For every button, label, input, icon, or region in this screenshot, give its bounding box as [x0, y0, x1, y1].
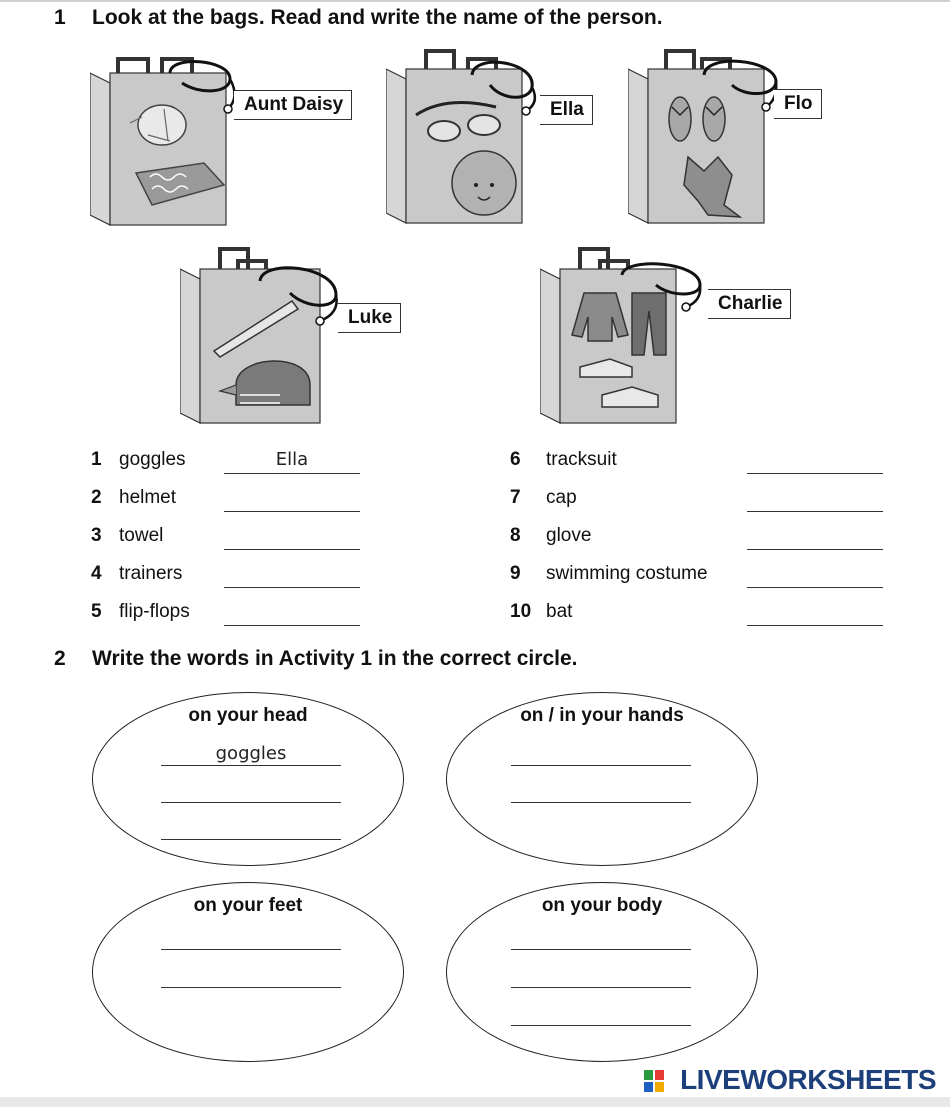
bag-ella — [386, 45, 616, 235]
shopping-bag-flipflops-costume-picture — [628, 45, 848, 230]
circle-title: on your feet — [193, 895, 303, 916]
answer-field[interactable]: Ella — [224, 449, 360, 474]
bag-flo — [628, 45, 848, 235]
bag-luke — [180, 245, 420, 435]
shopping-bag-glove-towel-picture — [90, 45, 380, 230]
answer-field[interactable] — [747, 563, 883, 588]
top-border — [0, 0, 950, 2]
answer-field[interactable] — [161, 817, 341, 840]
circle-title: on your head — [188, 705, 308, 726]
item-number: 10 — [510, 601, 532, 622]
answer-field[interactable] — [511, 780, 691, 803]
answer-field[interactable] — [511, 743, 691, 766]
item-word: trainers — [119, 563, 183, 584]
item-word: bat — [546, 601, 573, 622]
list-item — [510, 525, 885, 555]
item-number: 7 — [510, 487, 521, 508]
bottom-strip — [0, 1097, 950, 1107]
bag-charlie — [540, 245, 820, 435]
item-word: cap — [546, 487, 577, 508]
answer-field[interactable] — [511, 1003, 691, 1026]
circle-on-your-body — [446, 882, 758, 1062]
list-item — [91, 563, 363, 593]
answer-field[interactable] — [747, 601, 883, 626]
liveworksheets-brand[interactable]: LIVEWORKSHEETS — [680, 1064, 936, 1095]
answer-field[interactable] — [511, 965, 691, 988]
list-item — [91, 449, 363, 479]
item-number: 1 — [91, 449, 102, 470]
activity-2-instruction: Write the words in Activity 1 in the correct circle. — [92, 647, 578, 670]
answer-field[interactable] — [224, 601, 360, 626]
activity-1-number: 1 — [54, 6, 66, 29]
answer-field[interactable] — [747, 449, 883, 474]
item-number: 3 — [91, 525, 102, 546]
bag-name-tag: Ella — [540, 95, 593, 125]
answer-field[interactable] — [747, 487, 883, 512]
item-word: swimming costume — [546, 563, 708, 584]
item-word: glove — [546, 525, 592, 546]
item-word: goggles — [119, 449, 186, 470]
item-word: flip-flops — [119, 601, 190, 622]
shopping-bag-goggles-cap-picture — [386, 45, 616, 230]
circle-title: on your body — [541, 895, 663, 916]
answer-field[interactable] — [161, 780, 341, 803]
list-item — [91, 487, 363, 517]
bag-name-tag: Flo — [774, 89, 822, 119]
list-item — [510, 563, 885, 593]
item-number: 8 — [510, 525, 521, 546]
circle-on-in-your-hands — [446, 692, 758, 866]
bag-aunt-daisy — [90, 45, 380, 235]
answer-field[interactable]: goggles — [161, 743, 341, 766]
item-number: 5 — [91, 601, 102, 622]
item-word: towel — [119, 525, 164, 546]
answer-field[interactable] — [224, 563, 360, 588]
list-item — [510, 601, 885, 631]
shopping-bag-tracksuit-trainers-picture — [540, 245, 820, 430]
bag-name-tag: Aunt Daisy — [234, 90, 352, 120]
bag-name-tag: Charlie — [708, 289, 791, 319]
item-number: 9 — [510, 563, 521, 584]
answer-field[interactable] — [161, 965, 341, 988]
answer-field[interactable] — [511, 927, 691, 950]
list-item — [510, 449, 885, 479]
item-number: 4 — [91, 563, 102, 584]
list-item — [91, 601, 363, 631]
circle-on-your-feet — [92, 882, 404, 1062]
bag-name-tag: Luke — [338, 303, 401, 333]
answer-field[interactable] — [161, 927, 341, 950]
shopping-bag-bat-helmet-picture — [180, 245, 420, 430]
item-word: helmet — [119, 487, 177, 508]
liveworksheets-logo-icon — [644, 1070, 664, 1092]
item-word: tracksuit — [546, 449, 617, 470]
activity-1-instruction: Look at the bags. Read and write the name of the person. — [92, 6, 663, 29]
item-number: 2 — [91, 487, 102, 508]
activity-2-number: 2 — [54, 647, 66, 670]
list-item — [91, 525, 363, 555]
list-item — [510, 487, 885, 517]
circle-title: on / in your hands — [520, 705, 684, 726]
circle-on-your-head — [92, 692, 404, 866]
item-number: 6 — [510, 449, 521, 470]
answer-field[interactable] — [224, 525, 360, 550]
answer-field[interactable] — [224, 487, 360, 512]
answer-field[interactable] — [747, 525, 883, 550]
